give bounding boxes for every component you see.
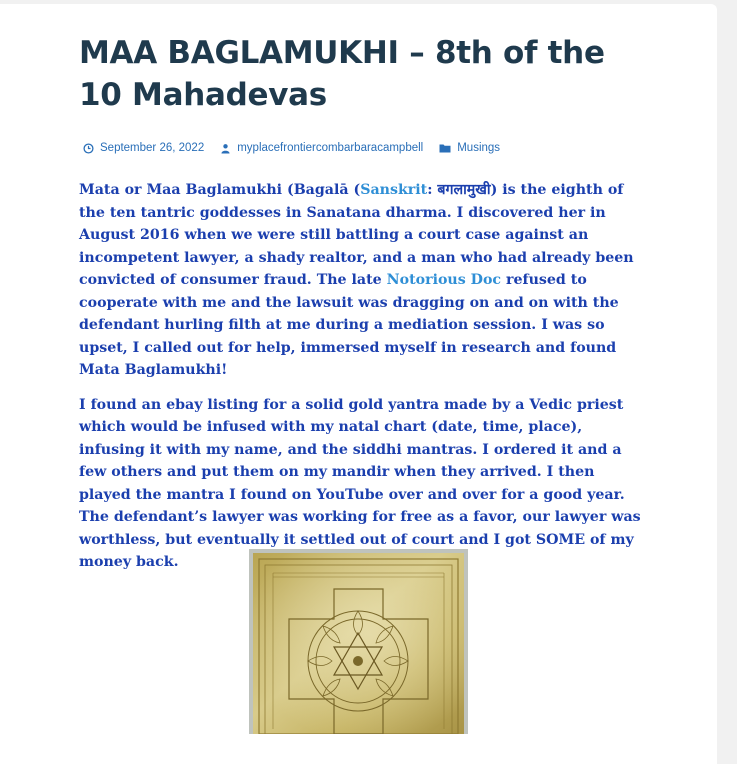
post-meta [83,142,516,154]
user-icon [220,143,231,154]
yantra-photo [249,549,468,734]
devanagari-name: बगलामुखी [437,182,491,198]
post-author[interactable] [220,142,423,154]
paragraph-1: Mata or Maa Baglamukhi (Bagalā (Sanskrit: बगलामुखी) is the eighth of the ten tantric goddesses in Sanatana dharma. I discovered her in August 2016 when we were still battling a court case against an incompetent lawyer, a shady realtor, and a man who had already been convicted of consumer fraud. The late Notorious Doc refused to cooperate with me and the lawsuit was dragging on and on with the defendant hurling filth at me during a mediation session. I was so upset, I called out for help, immersed myself in research and found Mata Baglamukhi! [79,182,634,378]
sanskrit-colon: : [427,182,438,198]
post-card [0,4,717,764]
post-category-link[interactable]: Musings [457,142,501,154]
yantra-image [249,549,468,734]
post-date[interactable] [83,142,204,154]
post-title: MAA BAGLAMUKHI – 8th of the 10 Mahadevas [79,35,605,113]
post-body [79,179,644,586]
notorious-doc-link[interactable]: Notorious Doc [386,272,502,288]
folder-icon [439,143,451,153]
post-category[interactable] [439,142,500,154]
sanskrit-link[interactable]: Sanskrit [360,182,428,198]
clock-icon [83,143,94,154]
post-date-text[interactable]: September 26, 2022 [100,142,205,154]
post-author-link[interactable]: myplacefrontiercombarbaracampbell [237,142,424,154]
paragraph-2: I found an ebay listing for a solid gold yantra made by a Vedic priest which would be infused with my natal chart (date, time, place), infusing it with my name, and the siddhi mantras. I ordered it and a few others and put them on my mandir when they arrived. I then played the mantra I found on YouTube over and over for a good year. The defendant’s lawyer was working for free as a favor, our lawyer was worthless, but eventually it settled out of court and I got SOME of my money back. [79,396,641,570]
